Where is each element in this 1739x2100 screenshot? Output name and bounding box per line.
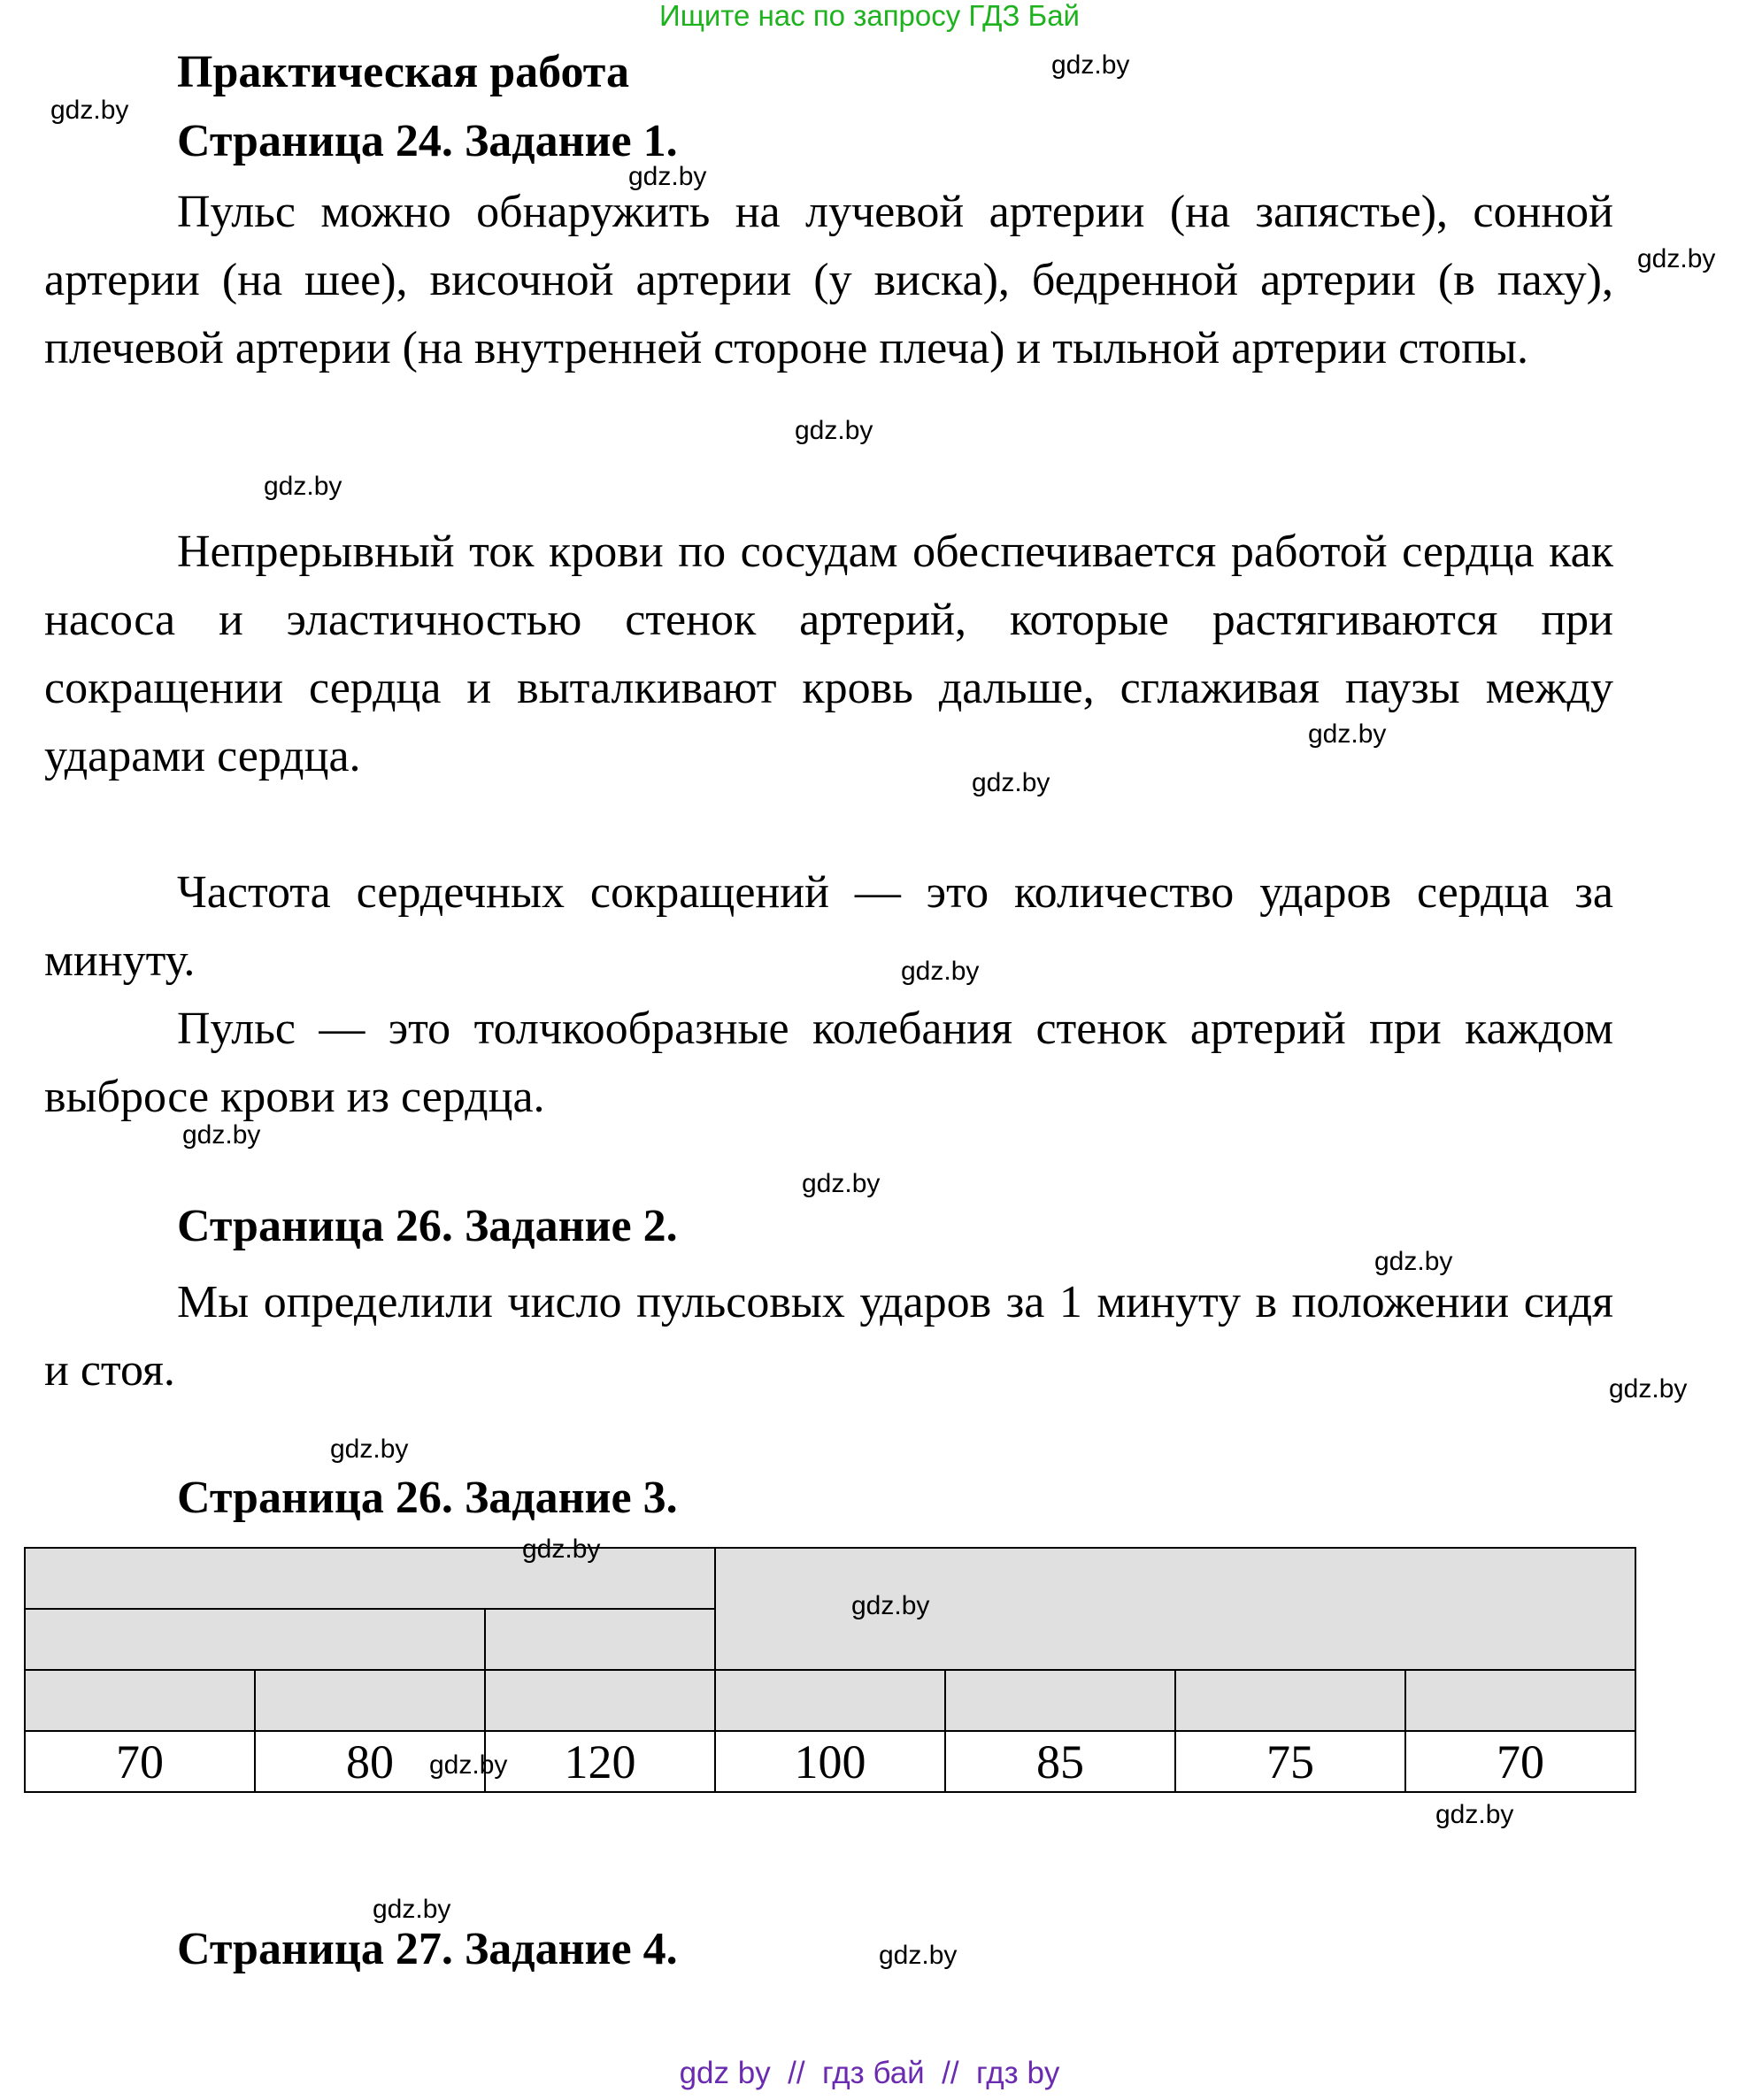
table-header-cell bbox=[1175, 1670, 1405, 1731]
watermark: gdz.by bbox=[522, 1535, 601, 1564]
table-value-cell: 75 bbox=[1175, 1731, 1405, 1792]
watermark: gdz.by bbox=[373, 1895, 451, 1924]
table-header-cell bbox=[25, 1670, 255, 1731]
section-3-heading: Страница 26. Задание 3. bbox=[177, 1473, 678, 1523]
watermark: gdz.by bbox=[1637, 244, 1716, 273]
table-header-cell bbox=[715, 1670, 945, 1731]
footer-links: gdz by // гдз бай // гдз by bbox=[679, 2056, 1060, 2090]
watermark: gdz.by bbox=[330, 1435, 409, 1464]
watermark: gdz.by bbox=[1609, 1374, 1688, 1404]
watermark: gdz.by bbox=[1374, 1247, 1453, 1276]
watermark: gdz.by bbox=[1435, 1800, 1514, 1829]
section-4-heading: Страница 27. Задание 4. bbox=[177, 1924, 678, 1974]
section-2-heading: Страница 26. Задание 2. bbox=[177, 1201, 678, 1251]
watermark: gdz.by bbox=[795, 416, 873, 445]
table-value-cell: 85 bbox=[945, 1731, 1175, 1792]
table-header-cell bbox=[485, 1609, 715, 1670]
table-header-cell bbox=[1405, 1670, 1635, 1731]
watermark: gdz.by bbox=[1308, 719, 1387, 749]
watermark: gdz.by bbox=[182, 1120, 261, 1150]
table-value-cell: 120 bbox=[485, 1731, 715, 1792]
watermark: gdz.by bbox=[879, 1941, 958, 1970]
section-1-paragraph-1: Пульс можно обнаружить на лучевой артерии (на запястье), сонной артерии (на шее), височной артерии (у виска), бедренной артерии (в паху), плечевой артерии (на внутренней стороне плеча) и тыльной артерии стопы. bbox=[44, 187, 1613, 373]
watermark: gdz.by bbox=[429, 1750, 508, 1780]
watermark: gdz.by bbox=[50, 96, 129, 125]
top-banner: Ищите нас по запросу ГДЗ Бай bbox=[659, 0, 1080, 32]
section-1-paragraph-2: Непрерывный ток крови по сосудам обеспечивается работой сердца как насоса и эластичностью стенок артерий, которые растягиваются при сокращении сердца и выталкивают кровь дальше, сглаживая паузы между ударами сердца. bbox=[44, 527, 1613, 781]
table-value-cell: 80 bbox=[255, 1731, 485, 1792]
watermark: gdz.by bbox=[972, 768, 1050, 797]
watermark: gdz.by bbox=[1051, 50, 1130, 80]
table-header-cell bbox=[25, 1609, 485, 1670]
table-value-cell: 100 bbox=[715, 1731, 945, 1792]
section-1-heading: Страница 24. Задание 1. bbox=[177, 116, 678, 166]
table-header-cell bbox=[485, 1670, 715, 1731]
section-2-paragraph: Мы определили число пульсовых ударов за 1 минуту в положении сидя и стоя. bbox=[44, 1277, 1613, 1396]
watermark: gdz.by bbox=[628, 162, 707, 191]
practical-work-title: Практическая работа bbox=[177, 47, 629, 97]
table-header-cell bbox=[945, 1670, 1175, 1731]
section-1-paragraph-4: Пульс — это толчкообразные колебания стенок артерий при каждом выбросе крови из сердца. bbox=[44, 1004, 1613, 1122]
section-1-paragraph-3: Частота сердечных сокращений — это количество ударов сердца за минуту. bbox=[44, 867, 1613, 986]
watermark: gdz.by bbox=[901, 957, 980, 986]
table-header-cell bbox=[25, 1548, 715, 1609]
watermark: gdz.by bbox=[802, 1169, 881, 1198]
pulse-table bbox=[24, 1547, 1635, 1793]
watermark: gdz.by bbox=[264, 472, 342, 501]
watermark: gdz.by bbox=[851, 1591, 930, 1620]
table-value-cell: 70 bbox=[1405, 1731, 1635, 1792]
table-value-cell: 70 bbox=[25, 1731, 255, 1792]
table-header-cell bbox=[255, 1670, 485, 1731]
